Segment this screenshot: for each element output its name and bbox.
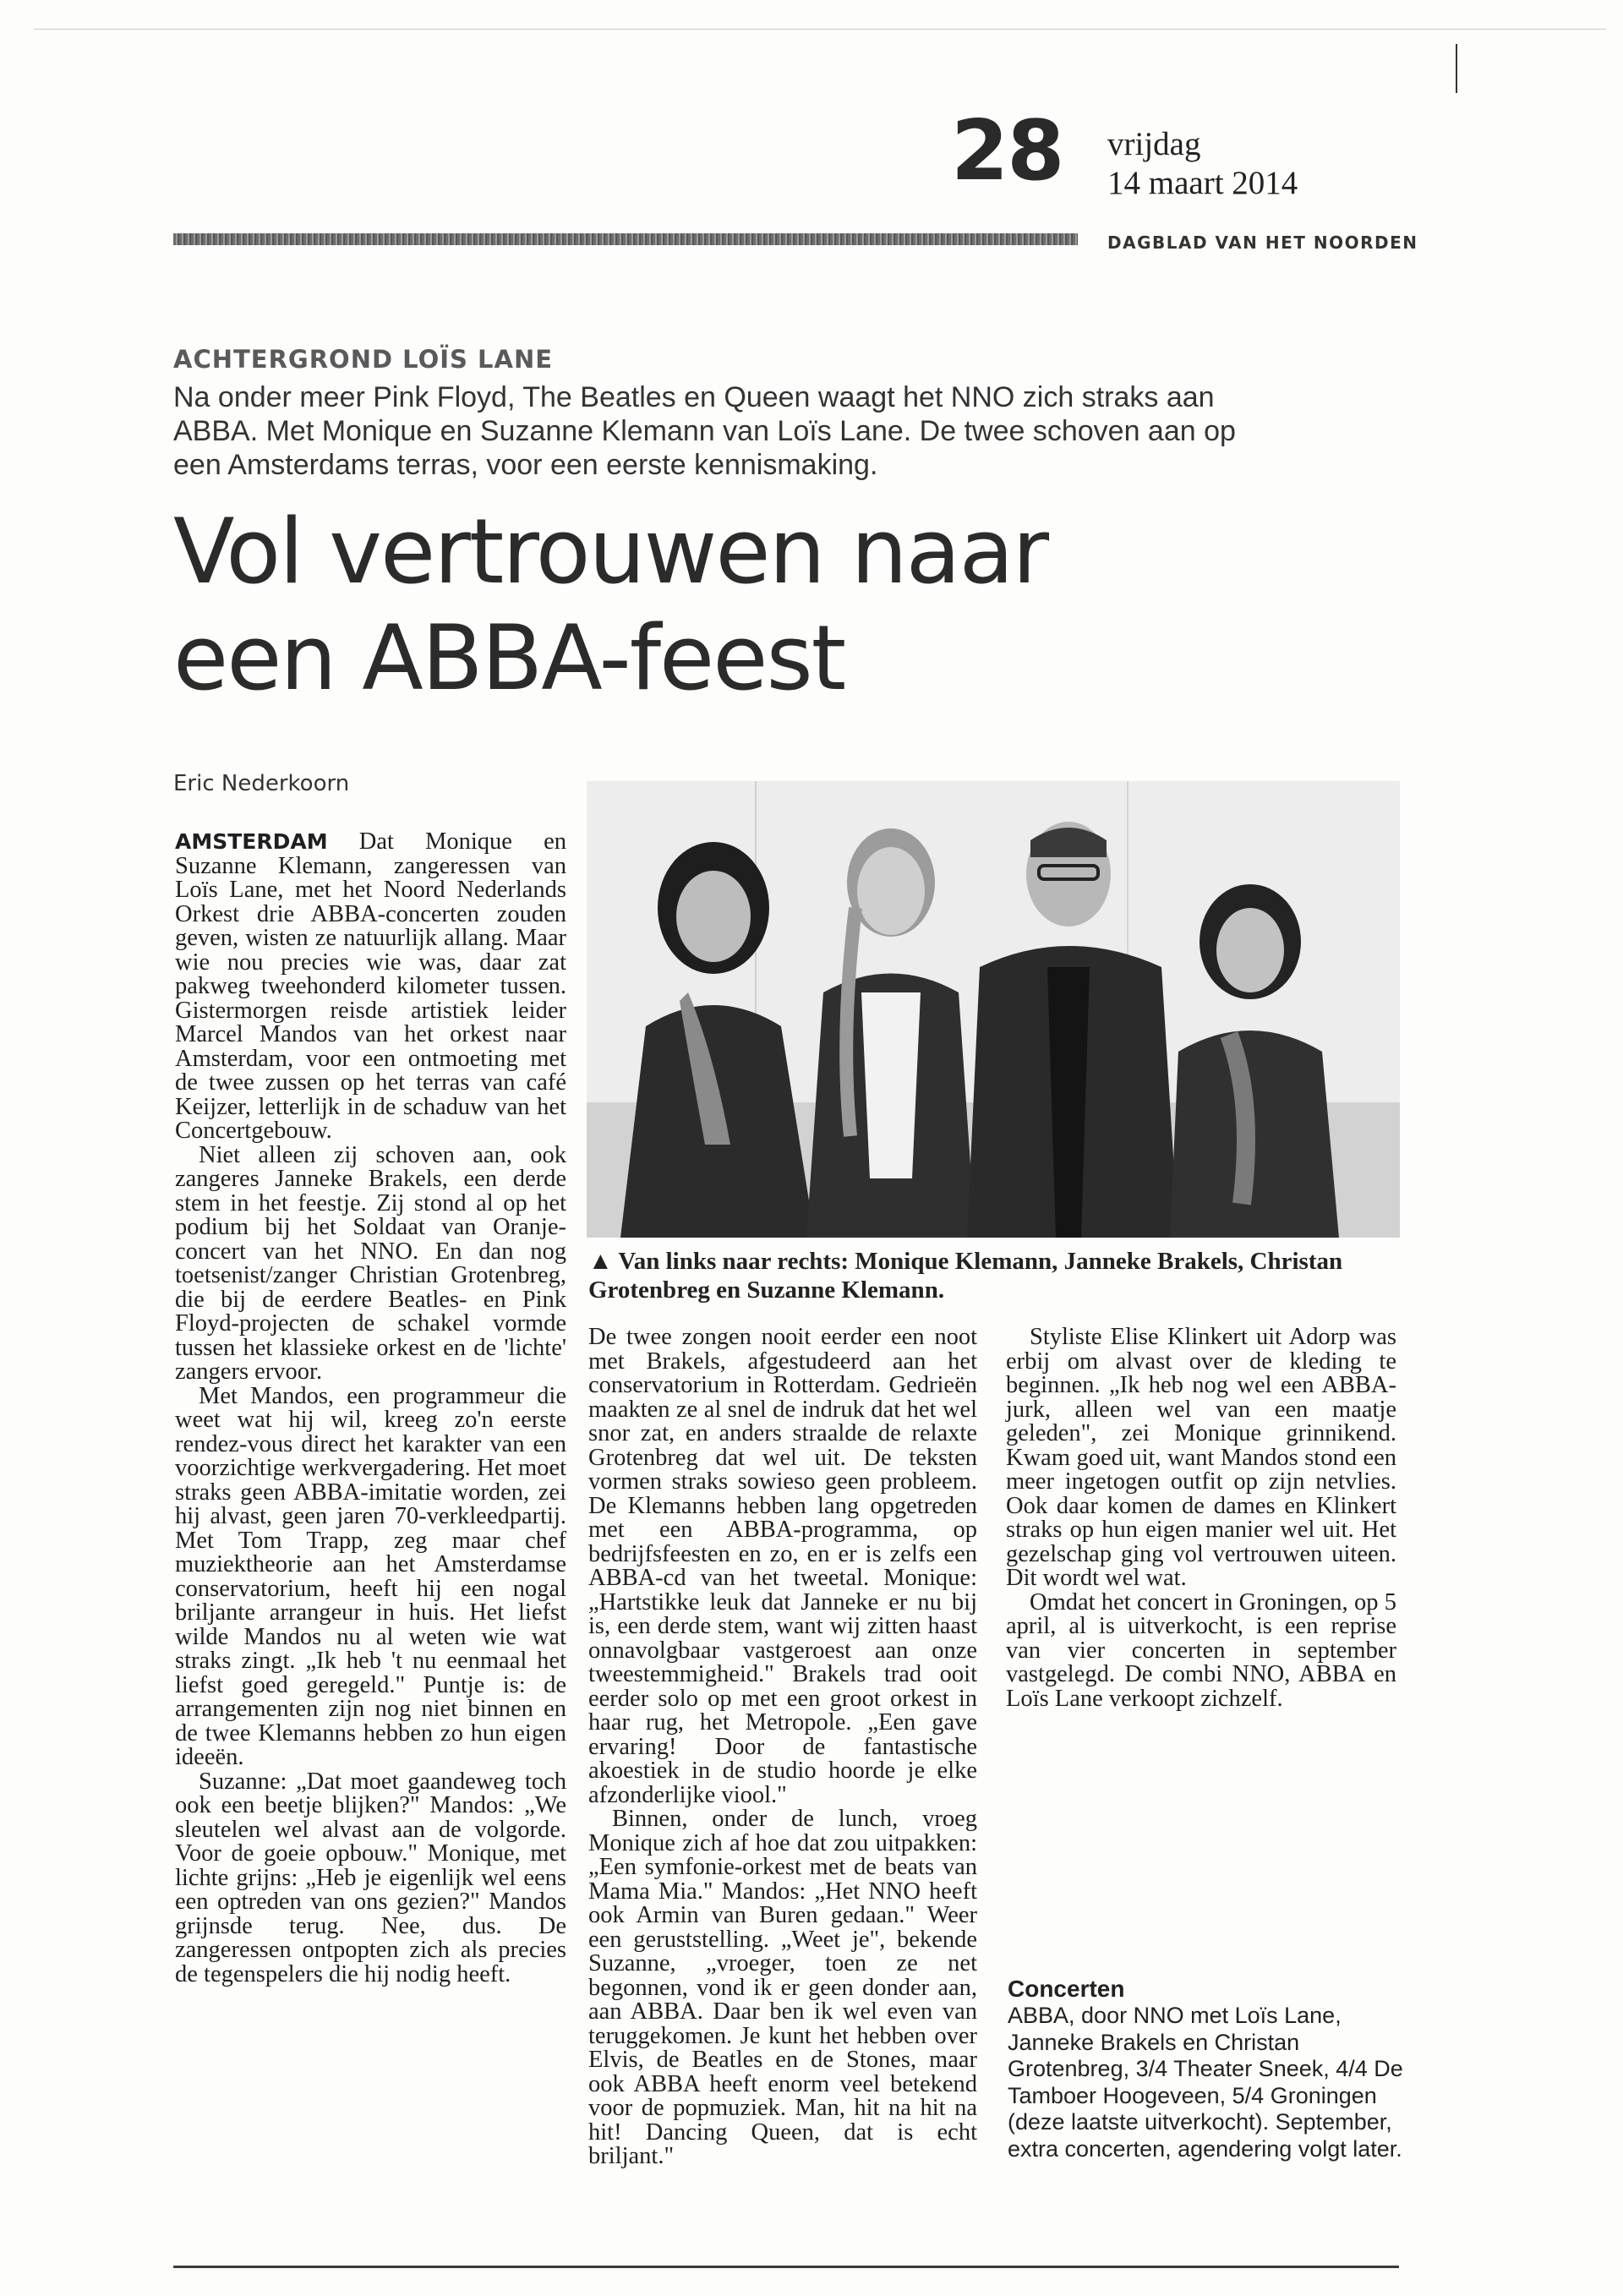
article-kicker: ACHTERGROND LOÏS LANE xyxy=(173,345,554,374)
body-column-1 xyxy=(175,830,566,1987)
body-paragraph: Omdat het concert in Groningen, op 5 april, al is uitverkocht, is een reprise van vier concerten in september vastgelegd. De combi NNO, ABBA en Loïs Lane verkoopt zichzelf. xyxy=(1006,1588,1396,1712)
info-box-title: Concerten xyxy=(1008,1976,1125,2002)
body-column-3 xyxy=(1006,1326,1396,1711)
dateline: AMSTERDAM xyxy=(175,829,328,854)
body-paragraph: Niet alleen zij schoven aan, ook zangeres Janneke Brakels, een derde stem in het feestje. Zij stond al op het podium bij het Soldaat van Oranje-concert van het NNO. En dan nog toetsenist/zanger Christian Grotenbreg, die bij de eerdere Beatles- en Pink Floyd-projecten de schakel vormde tussen het klassieke orkest en de 'lichte' zangers ervoor. xyxy=(175,1141,566,1385)
body-paragraph: Met Mandos, een programmeur die weet wat hij wil, kreeg zo'n eerste rendez-vous direct het karakter van een voorzichtige werkvergadering. Het moet straks geen ABBA-imitatie worden, zei hij alvast, geen jaren 70-verkleedpartij. Met Tom Trapp, zeg maar chef muziektheorie aan het Amsterdamse conservatorium, heeft hij een nogal briljante arrangeur in huis. Het liefst wilde Mandos nu al weten wie wat straks zingt. „Ik heb 't nu eenmaal het liefst goed geregeld." Puntje is: de arrangementen zijn nog niet binnen en de twee Klemanns hebben zo hun eigen ideeën. xyxy=(175,1382,566,1770)
paragraph-text: Dat Monique en Suzanne Klemann, zangeressen van Loïs Lane, met het Noord Nederlands Orkest drie ABBA-concerten zouden geven, wisten ze natuurlijk allang. Maar wie nou precies wie was, daar zat pakweg tweehonderd kilometer tussen. Gistermorgen reisde artistiek leider Marcel Mandos van het orkest naar Amsterdam, voor een ontmoeting met de twee zussen op het terras van café Keijzer, letterlijk in de schaduw van het Concertgebouw. xyxy=(175,828,566,1144)
body-paragraph: Binnen, onder de lunch, vroeg Monique zich af hoe dat zou uitpakken: „Een symfonie-orkest met de beats van Mama Mia." Mandos: „Het NNO heeft ook Armin van Buren gedaan." Weer een geruststelling. „Weet je", bekende Suzanne, „vroeger, toen ze net begonnen, vond ik er geen donder aan, aan ABBA. Daar ben ik wel even van teruggekomen. Je kunt het hebben over Elvis, de Beatles en de Stones, maar ook ABBA heeft enorm veel betekend voor de popmuziek. Man, hit na hit na hit! Dancing Queen, dat is echt briljant." xyxy=(588,1806,977,2169)
article-headline xyxy=(173,499,1272,712)
page-top-edge xyxy=(34,29,1606,30)
issue-date xyxy=(1107,125,1298,203)
group-photo-illustration xyxy=(587,781,1400,1238)
article-byline: Eric Nederkoorn xyxy=(173,771,350,796)
headline-line-2: een ABBA-feest xyxy=(173,606,845,710)
body-paragraph xyxy=(175,830,566,1144)
page-number: 28 xyxy=(951,103,1063,200)
newspaper-name: DAGBLAD VAN HET NOORDEN xyxy=(1107,232,1418,253)
body-column-2 xyxy=(588,1326,977,2169)
page-bottom-rule xyxy=(173,2266,1399,2268)
article-intro: Na onder meer Pink Floyd, The Beatles en Queen waagt het NNO zich straks aan ABBA. Met Monique en Suzanne Klemann van Loïs Lane. De twee schoven aan op een Amsterdams terras, voor een eerste kennismaking. xyxy=(173,381,1236,481)
header-rule xyxy=(173,233,1078,245)
body-paragraph: De twee zongen nooit eerder een noot met Brakels, afgestudeerd aan het conservatorium in Rotterdam. Gedrieën maakten ze al snel de indruk dat het wel snor zat, en anders straalde de relaxte Grotenbreg dat wel uit. De teksten vormen straks sowieso geen probleem. De Klemanns hebben lang opgetreden met een ABBA-programma, op bedrijfsfeesten en zo, en er is zelfs een ABBA-cd van het tweetal. Monique: „Hartstikke leuk dat Janneke er nu bij is, een derde stem, want wij zitten haast onnavolgbaar vastgeroest aan onze tweestemmigheid." Brakels trad ooit eerder solo op met een groot orkest in haar rug, het Metropole. „Een gave ervaring! Door de fantastische akoestiek in de studio hoorde je elke afzonderlijke viool." xyxy=(588,1324,977,1808)
concert-info-box xyxy=(1008,1976,1405,2162)
page-margin-mark xyxy=(1456,44,1457,93)
article-photo xyxy=(587,781,1400,1238)
issue-full-date: 14 maart 2014 xyxy=(1107,165,1298,201)
body-paragraph: Styliste Elise Klinkert uit Adorp was erbij om alvast over de kleding te beginnen. „Ik heb nog wel een ABBA-jurk, alleen wel van een maatje geleden", zei Monique grinnikend. Kwam goed uit, want Mandos stond een meer ingetogen outfit op zijn netvlies. Ook daar komen de dames en Klinkert straks op hun eigen manier wel uit. Het gezelschap ging vol vertrouwen uiteen. Dit wordt wel wat. xyxy=(1006,1324,1396,1591)
headline-line-1: Vol vertrouwen naar xyxy=(173,500,1048,604)
issue-weekday: vrijdag xyxy=(1107,126,1201,162)
body-paragraph: Suzanne: „Dat moet gaandeweg toch ook een beetje blijken?" Mandos: „We sleutelen wel alvast aan de volgorde. Voor de goeie opbouw." Monique, met lichte grijns: „Heb je eigenlijk wel eens een optreden van ons gezien?" Mandos grijnsde terug. Nee, dus. De zangeressen ontpopten zich als precies de tegenspelers die hij nodig heeft. xyxy=(175,1768,566,1987)
photo-caption: ▲ Van links naar rechts: Monique Klemann, Janneke Brakels, Christan Grotenbreg en Suzanne Klemann. xyxy=(588,1248,1343,1304)
info-box-body: ABBA, door NNO met Loïs Lane, Janneke Brakels en Christan Grotenbreg, 3/4 Theater Sneek, 4/4 De Tamboer Hoogeveen, 5/4 Groningen (deze laatste uitverkocht). September, extra concerten, agendering volgt later. xyxy=(1008,2003,1403,2162)
